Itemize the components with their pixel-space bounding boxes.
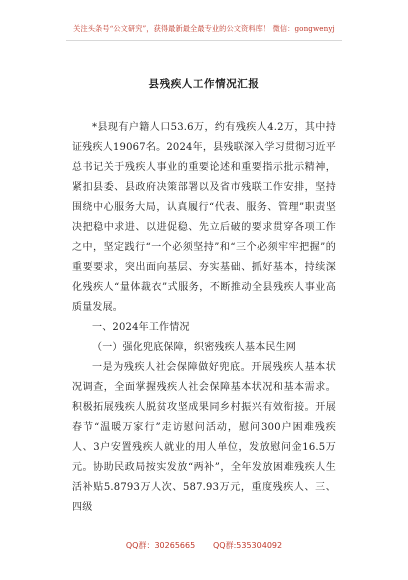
subsection-heading: （一）强化兜底保障，织密残疾人基本民生网 xyxy=(92,342,296,353)
section-heading: 一、2024年工作情况 xyxy=(92,322,190,333)
document-title: 县残疾人工作情况汇报 xyxy=(148,78,260,90)
footer-qq-group-2: QQ群:535304092 xyxy=(213,541,283,550)
header-divider xyxy=(66,40,342,41)
footer-contacts xyxy=(0,540,408,551)
header-notice: 关注头条号“公文研究”，获得最新最全最专业的公文资料库！ 微信：gongwenyj xyxy=(73,24,335,33)
body-paragraph: 一是为残疾人社会保障做好兜底。开展残疾人基本状况调查，全面掌握残疾人社会保障基本状况和基本需求。积极拓展残疾人脱贫攻坚成果同乡村振兴有效衔接。开展春节“温暖万家行”走访慰问活动，慰问300户困难残疾人、3户安置残疾人就业的用人单位，发放慰问金16.5万元。协助民政局按实发放“两补”，全年发放困难残疾人生活补贴5.8793万人次、587.93万元，重度残疾人、三、四级 xyxy=(72,362,336,513)
footer-qq-group-1: QQ群：30265665 xyxy=(125,541,196,550)
document-body xyxy=(72,118,336,518)
intro-paragraph: *县现有户籍人口53.6万，约有残疾人4.2万，其中持证残疾人19067名。2024年，县残联深入学习贯彻习近平总书记关于残疾人事业的重要论述和重要指示批示精神，紧扣县委、县政府决策部署以及省市残联工作安排，坚持围绕中心服务大局，认真履行“代表、服务、管理”职责坚决把稳中求进、以进促稳、先立后破的要求贯穿各项工作之中，坚定践行“一个必须坚持”和“三个必须牢牢把握”的重要要求，突出面向基层、夯实基础、抓好基本，持续深化残疾人“量体裁衣”式服务，不断推动全县残疾人事业高质量发展。 xyxy=(72,122,336,313)
